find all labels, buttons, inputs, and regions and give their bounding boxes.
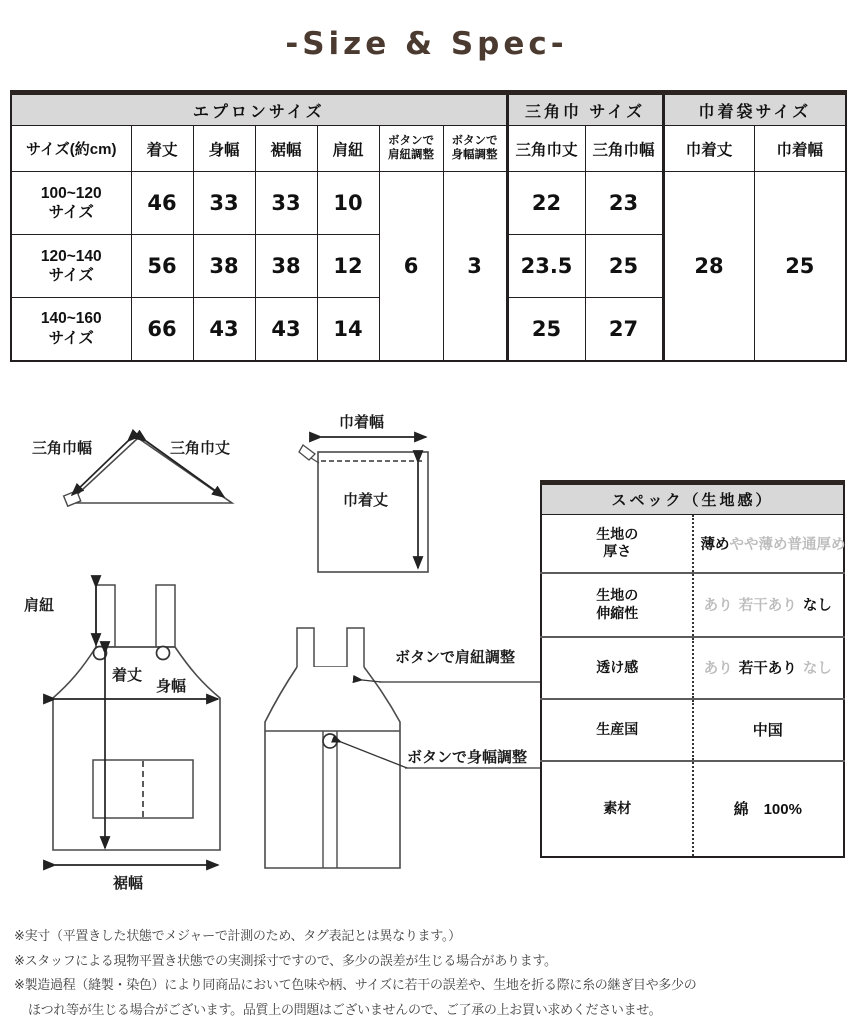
- spec-value-origin: 中国: [693, 699, 845, 761]
- apron-pocket: [93, 760, 193, 818]
- spec-option-stretch-no: なし: [802, 598, 832, 614]
- spec-option-normal: 普通: [787, 536, 817, 553]
- row-size-unit-2: サイズ: [48, 267, 94, 284]
- cell-susohaba-3: 43: [255, 298, 317, 361]
- spec-value-sheerness: [693, 637, 845, 699]
- row-size-range-2: 120~140: [40, 247, 102, 265]
- spec-value-material: 綿 100%: [693, 761, 845, 857]
- bag-body: [318, 452, 428, 572]
- cell-mihaba-1: 33: [193, 172, 255, 235]
- cell-button-body-merged: 3: [443, 172, 507, 361]
- spec-table-header: スペック（生地感）: [541, 483, 844, 515]
- cell-bandana-width-3: 27: [585, 298, 663, 361]
- cell-katahimo-2: 12: [317, 235, 379, 298]
- group-header-bandana: 三角巾 サイズ: [507, 93, 663, 126]
- triangle-width-label: 三角巾幅: [32, 440, 93, 457]
- spec-option-sheer-no: なし: [802, 661, 832, 677]
- footnote-2: ※スタッフによる現物平置き状態での実測採寸ですので、多少の誤差が生じる場合があります。: [14, 952, 557, 968]
- spec-row-material: [541, 761, 844, 857]
- spec-label-thickness-l2: 厚さ: [603, 543, 632, 560]
- spec-label-sheerness: [541, 637, 693, 699]
- cell-mihaba-2: 38: [193, 235, 255, 298]
- cell-kitake-2: 56: [131, 235, 193, 298]
- spec-value-stretch: [693, 573, 845, 637]
- triangle-bandana-diagram: [10, 405, 260, 535]
- col-header-bandana-length: 三角巾丈: [507, 126, 585, 172]
- cell-bag-length-merged: 28: [663, 172, 754, 361]
- spec-option-thick: 厚め: [816, 536, 846, 553]
- cell-katahimo-1: 10: [317, 172, 379, 235]
- size-table-container: [10, 90, 845, 362]
- spec-value-thickness: [693, 515, 845, 573]
- spec-option-stretch-slight: 若干あり: [738, 598, 797, 614]
- col-header-bag-width: 巾着幅: [754, 126, 846, 172]
- cell-kitake-1: 46: [131, 172, 193, 235]
- cell-bandana-length-3: 25: [507, 298, 585, 361]
- callout-body-label: ボタンで身幅調整: [407, 749, 528, 766]
- spec-label-sheerness-l1: 透け感: [596, 658, 639, 675]
- cell-button-strap-merged: 6: [379, 172, 443, 361]
- cell-katahimo-3: 14: [317, 298, 379, 361]
- table-group-header-row: [11, 93, 846, 126]
- cell-bag-width-merged: 25: [754, 172, 846, 361]
- spec-option-thin: 薄め: [700, 536, 730, 553]
- spec-label-stretch-l2: 伸縮性: [596, 604, 639, 621]
- spec-option-sheer-yes: あり: [703, 661, 733, 677]
- apron-strap-label: 肩紐: [24, 597, 55, 614]
- spec-table: [540, 480, 845, 858]
- col-header-bandana-width: 三角巾幅: [585, 126, 663, 172]
- row-size-unit-1: サイズ: [48, 204, 94, 221]
- apron-front-diagram: [8, 565, 288, 895]
- triangle-length-label: 三角巾丈: [170, 440, 231, 457]
- bag-length-label: 巾着丈: [343, 492, 389, 509]
- spec-header-row: [541, 483, 844, 515]
- triangle-tag: [64, 491, 81, 506]
- cell-susohaba-2: 38: [255, 235, 317, 298]
- row-size-label-3: [11, 298, 131, 361]
- col-header-katahimo: 肩紐: [317, 126, 379, 172]
- col-header-button-body-line1: ボタンで: [451, 135, 498, 148]
- spec-label-thickness: [541, 515, 693, 573]
- side-body-button: [323, 734, 337, 748]
- cell-bandana-width-1: 23: [585, 172, 663, 235]
- group-header-bag: 巾着袋サイズ: [663, 93, 846, 126]
- bag-width-label: 巾着幅: [339, 414, 385, 431]
- callout-strap-label: ボタンで肩紐調整: [395, 649, 516, 666]
- group-header-apron: エプロンサイズ: [11, 93, 507, 126]
- spec-label-origin-l1: 生産国: [596, 720, 639, 737]
- apron-right-button: [157, 647, 170, 660]
- drawstring-bag-diagram: [285, 400, 515, 580]
- footnote-4: ほつれ等が生じる場合がございます。品質上の問題はございませんので、ご了承の上お買い求めくださいませ。: [28, 1002, 662, 1018]
- footnotes: [14, 924, 844, 1023]
- table-column-header-row: [11, 126, 846, 172]
- spec-label-stretch-l1: 生地の: [596, 587, 639, 603]
- spec-option-slightly-thin: やや薄め: [729, 536, 788, 553]
- spec-table-container: [540, 480, 845, 858]
- spec-option-sheer-slight: 若干あり: [738, 661, 797, 677]
- cell-mihaba-3: 43: [193, 298, 255, 361]
- spec-option-stretch-yes: あり: [703, 598, 733, 614]
- side-body: [265, 667, 400, 868]
- table-row: [11, 172, 846, 235]
- row-size-range-1: 100~120: [40, 184, 102, 202]
- spec-label-origin: [541, 699, 693, 761]
- cell-susohaba-1: 33: [255, 172, 317, 235]
- apron-length-label: 着丈: [112, 667, 143, 684]
- spec-label-thickness-l1: 生地の: [596, 525, 639, 542]
- spec-label-material: [541, 761, 693, 857]
- col-header-susohaba: 裾幅: [255, 126, 317, 172]
- apron-bodywidth-label: 身幅: [156, 678, 187, 695]
- col-header-kitake: 着丈: [131, 126, 193, 172]
- row-size-unit-3: サイズ: [48, 329, 94, 347]
- spec-label-material-l1: 素材: [603, 799, 632, 816]
- col-header-button-strap: [379, 126, 443, 172]
- cell-bandana-length-1: 22: [507, 172, 585, 235]
- cell-bandana-width-2: 25: [585, 235, 663, 298]
- apron-side-diagram: [255, 600, 545, 900]
- col-header-bag-length: 巾着丈: [663, 126, 754, 172]
- col-header-size: サイズ(約cm): [11, 126, 131, 172]
- spec-row-thickness: [541, 515, 844, 573]
- size-table: [10, 90, 847, 362]
- footnote-1: ※実寸（平置きした状態でメジャーで計測のため、タグ表記とは異なります。）: [14, 928, 461, 943]
- apron-right-strap: [156, 585, 175, 647]
- apron-left-strap: [96, 585, 115, 647]
- spec-row-origin: [541, 699, 844, 761]
- row-size-range-3: 140~160: [40, 310, 102, 328]
- col-header-mihaba: 身幅: [193, 126, 255, 172]
- col-header-button-body: [443, 126, 507, 172]
- row-size-label-2: [11, 235, 131, 298]
- apron-hemwidth-label: 裾幅: [113, 875, 144, 892]
- row-size-label-1: [11, 172, 131, 235]
- spec-row-sheerness: [541, 637, 844, 699]
- col-header-button-strap-line2: 肩紐調整: [388, 148, 434, 161]
- page-title: -Size & Spec-: [285, 26, 568, 62]
- cell-kitake-3: 66: [131, 298, 193, 361]
- footnote-3: ※製造過程（縫製・染色）により同商品において色味や柄、サイズに若干の誤差や、生地を折る際に糸の継ぎ目や多少の: [14, 977, 697, 993]
- spec-label-stretch: [541, 573, 693, 637]
- spec-row-stretch: [541, 573, 844, 637]
- cell-bandana-length-2: 23.5: [507, 235, 585, 298]
- col-header-button-body-line2: 身幅調整: [451, 148, 498, 161]
- col-header-button-strap-line1: ボタンで: [388, 135, 434, 148]
- bag-cord-knot: [299, 445, 315, 460]
